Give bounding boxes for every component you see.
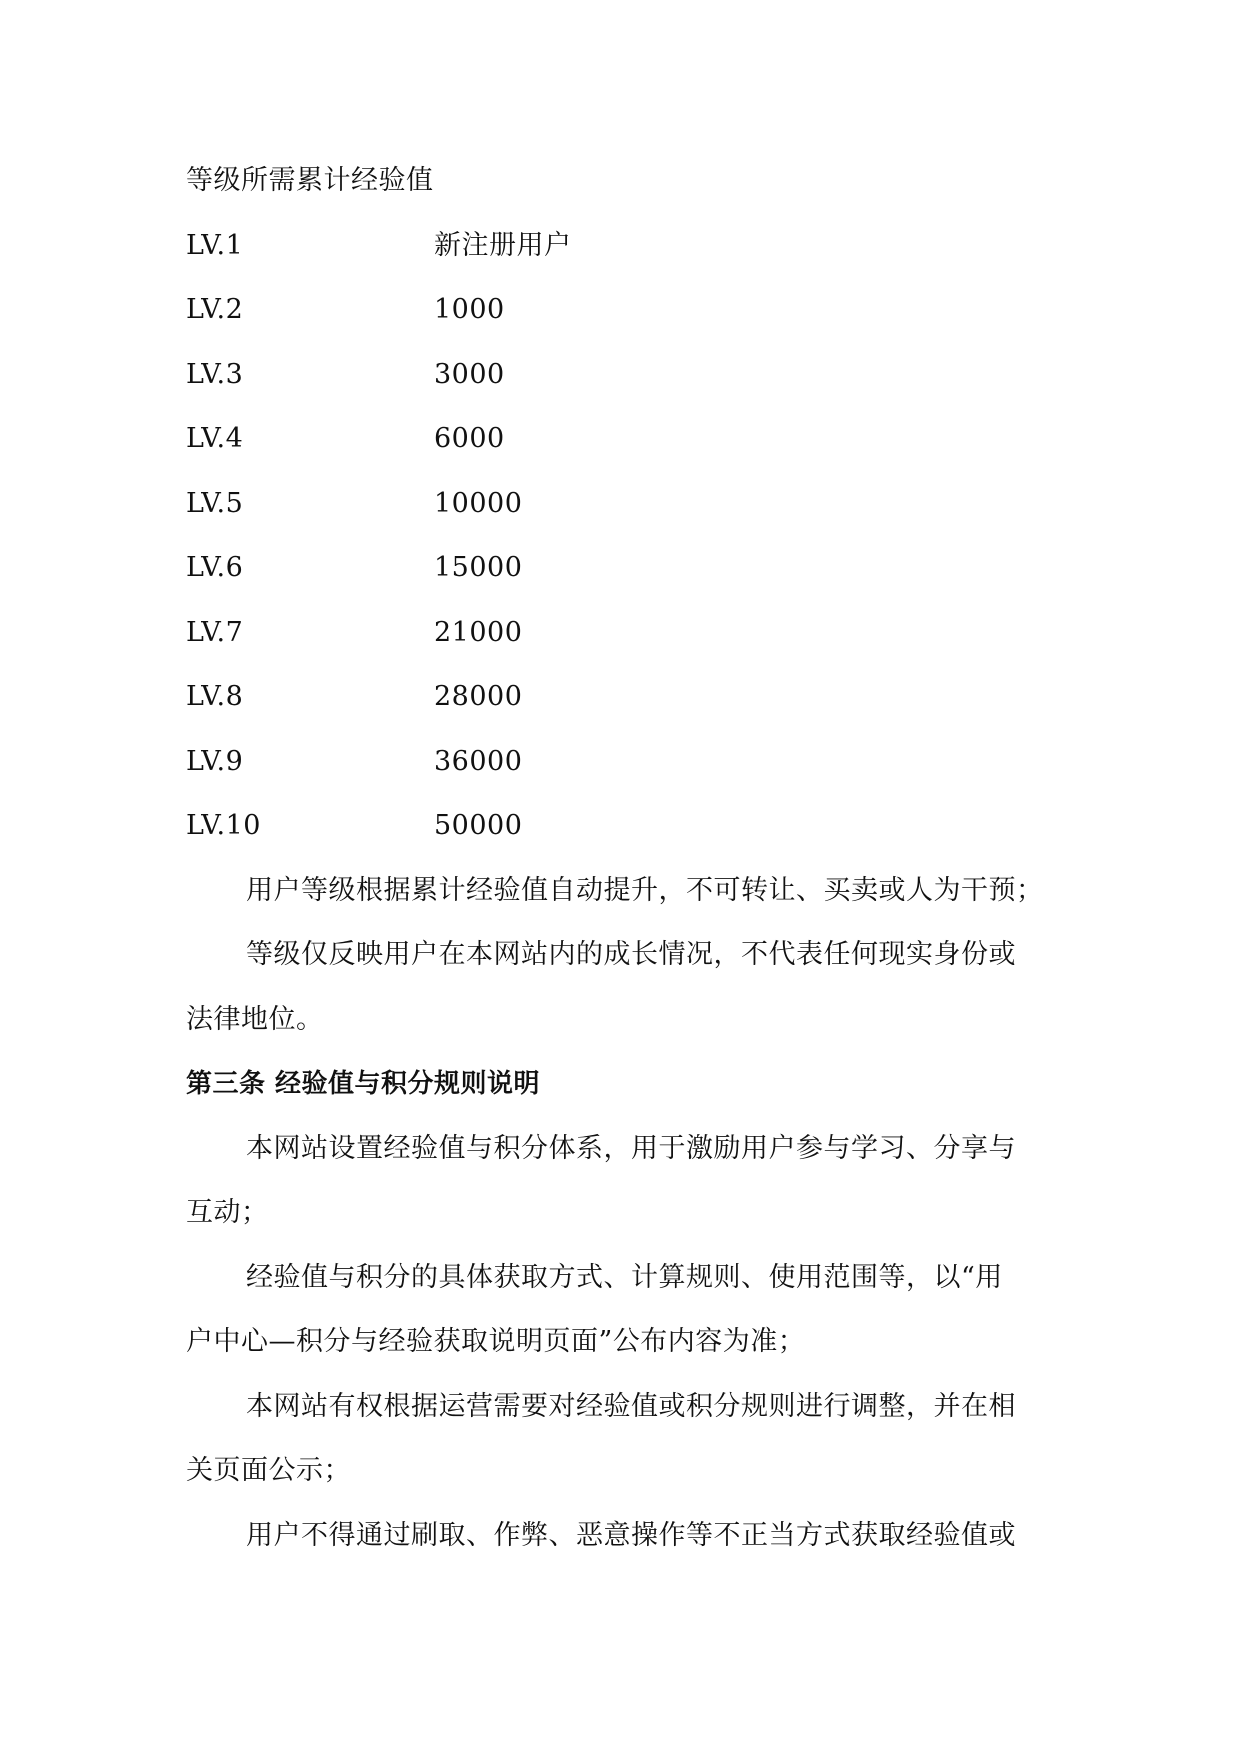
level-row [186, 551, 523, 585]
level-label: LV.1 [186, 230, 244, 261]
level-row [186, 293, 505, 327]
level-row [186, 422, 505, 456]
level-label: LV.3 [186, 359, 244, 390]
level-exp: 3000 [434, 359, 505, 390]
level-exp: 36000 [434, 746, 523, 777]
level-exp: 28000 [434, 681, 523, 712]
level-label: LV.10 [186, 810, 261, 841]
section-heading: 第三条 经验值与积分规则说明 [186, 1069, 541, 1099]
level-label: LV.5 [186, 488, 244, 519]
level-row [186, 680, 523, 714]
paragraph-level-meaning: 等级仅反映用户在本网站内的成长情况，不代表任何现实身份或 [246, 939, 1016, 970]
level-exp: 50000 [434, 810, 523, 841]
paragraph-rules-source: 经验值与积分的具体获取方式、计算规则、使用范围等，以“用 [246, 1262, 1003, 1293]
paragraph-rules-source-cont: 户中心—积分与经验获取说明页面”公布内容为准； [186, 1326, 806, 1357]
level-exp: 1000 [434, 294, 505, 325]
level-row [186, 358, 505, 392]
level-row [186, 809, 523, 843]
paragraph-system: 本网站设置经验值与积分体系，用于激励用户参与学习、分享与 [246, 1133, 1016, 1164]
level-label: LV.2 [186, 294, 244, 325]
level-label: LV.8 [186, 681, 244, 712]
paragraph-system-cont: 互动； [186, 1197, 269, 1228]
paragraph-adjustment-cont: 关页面公示； [186, 1455, 351, 1486]
level-exp: 10000 [434, 488, 523, 519]
level-row [186, 487, 523, 521]
level-row [186, 229, 572, 263]
level-row [186, 745, 523, 779]
level-exp: 新注册用户 [434, 230, 572, 261]
level-exp: 21000 [434, 617, 523, 648]
level-row [186, 616, 523, 650]
paragraph-level-auto: 用户等级根据累计经验值自动提升，不可转让、买卖或人为干预； [246, 875, 1044, 906]
level-exp: 15000 [434, 552, 523, 583]
level-exp: 6000 [434, 423, 505, 454]
paragraph-level-meaning-cont: 法律地位。 [186, 1004, 324, 1035]
paragraph-no-cheating: 用户不得通过刷取、作弊、恶意操作等不正当方式获取经验值或 [246, 1520, 1016, 1551]
level-label: LV.6 [186, 552, 244, 583]
level-label: LV.4 [186, 423, 244, 454]
paragraph-adjustment: 本网站有权根据运营需要对经验值或积分规则进行调整，并在相 [246, 1391, 1016, 1422]
level-label: LV.9 [186, 746, 244, 777]
level-table-caption: 等级所需累计经验值 [186, 165, 434, 196]
level-label: LV.7 [186, 617, 244, 648]
